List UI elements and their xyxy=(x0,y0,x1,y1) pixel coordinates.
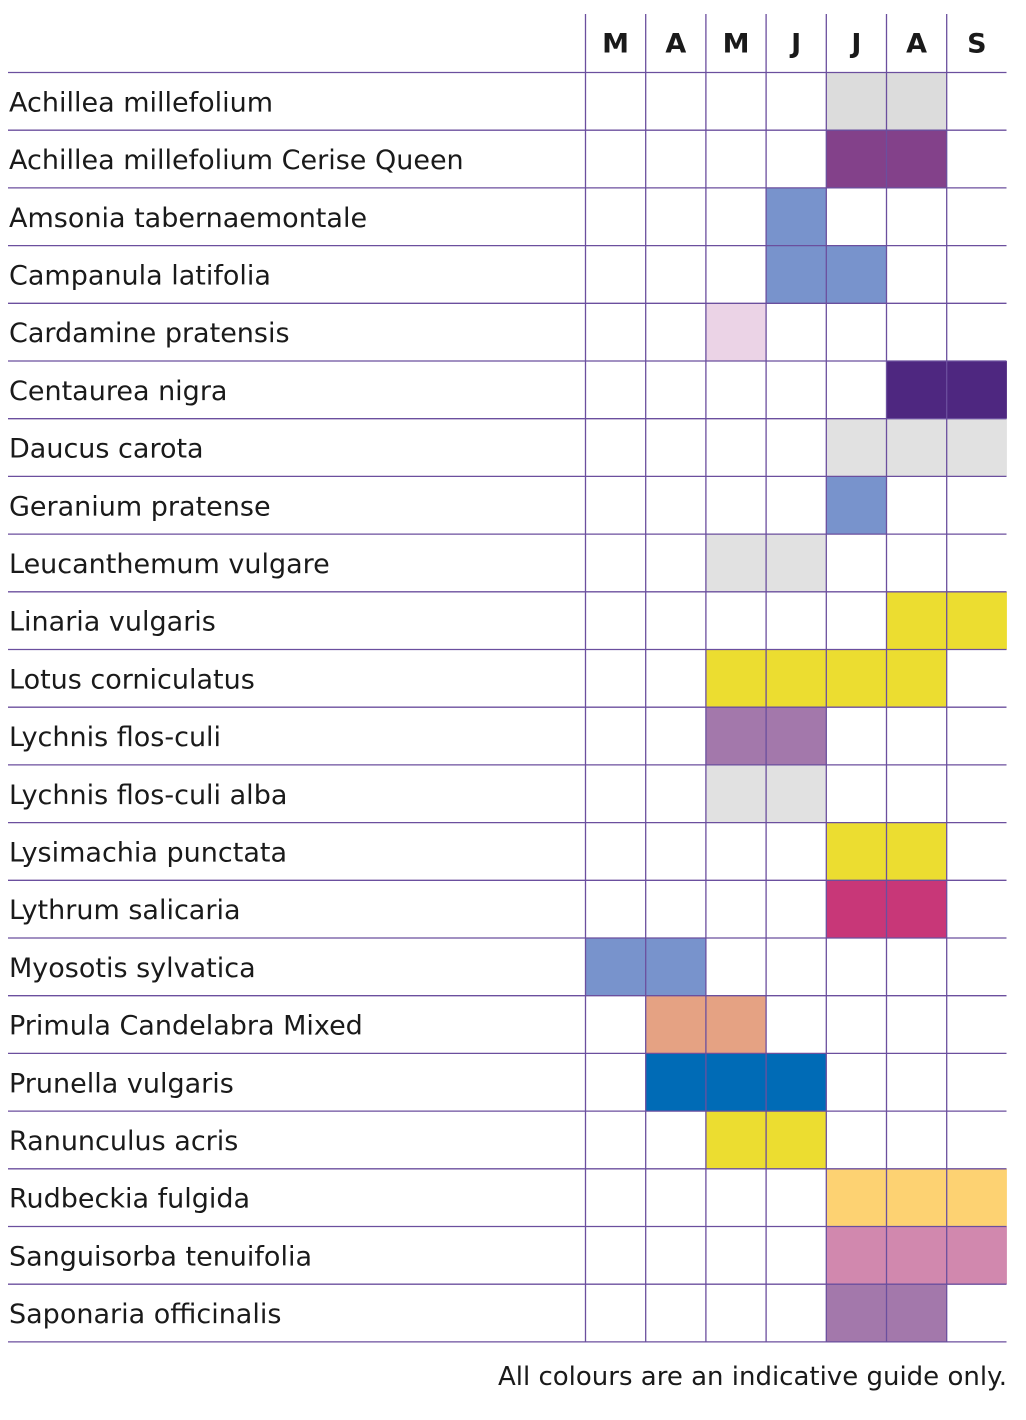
bloom-cell xyxy=(586,938,646,996)
bloom-cell xyxy=(887,650,947,708)
bloom-cell xyxy=(887,1284,947,1342)
month-label: A xyxy=(665,28,687,60)
bloom-cell xyxy=(826,1169,886,1227)
bloom-cell xyxy=(826,880,886,938)
bloom-cell xyxy=(826,650,886,708)
plant-name: Prunella vulgaris xyxy=(9,1068,234,1100)
bloom-cell xyxy=(646,996,706,1054)
bloom-cell xyxy=(766,1053,826,1111)
bloom-cell xyxy=(706,534,766,592)
plant-name: Linaria vulgaris xyxy=(9,606,216,638)
plant-name: Achillea millefolium xyxy=(9,87,274,119)
bloom-cell xyxy=(706,765,766,823)
bloom-cell xyxy=(947,419,1007,477)
bloom-cell xyxy=(826,419,886,477)
bloom-cell xyxy=(706,1053,766,1111)
month-label: J xyxy=(791,28,802,60)
bloom-cell xyxy=(826,823,886,881)
bloom-cell xyxy=(766,534,826,592)
bloom-cell xyxy=(887,1169,947,1227)
bloom-cell xyxy=(887,73,947,131)
bloom-cell xyxy=(826,246,886,304)
month-header xyxy=(602,29,986,60)
bloom-cell xyxy=(887,880,947,938)
bloom-cell xyxy=(947,361,1007,419)
bloom-cell xyxy=(826,1227,886,1285)
row-labels xyxy=(9,87,464,1330)
plant-name: Centaurea nigra xyxy=(9,375,228,407)
bloom-cell xyxy=(706,707,766,765)
bloom-cell xyxy=(706,996,766,1054)
bloom-cell xyxy=(947,592,1007,650)
bloom-cell xyxy=(766,246,826,304)
plant-name: Achillea millefolium Cerise Queen xyxy=(9,145,464,177)
bloom-cell xyxy=(887,1227,947,1285)
bloom-cell xyxy=(826,1284,886,1342)
month-label: M xyxy=(722,28,750,60)
month-label: M xyxy=(602,28,630,60)
bloom-cell xyxy=(766,1111,826,1169)
bloom-cell xyxy=(826,73,886,131)
bloom-cell xyxy=(947,1169,1007,1227)
bloom-cell xyxy=(887,130,947,188)
bloom-cell xyxy=(706,303,766,361)
plant-name: Lythrum salicaria xyxy=(9,895,241,927)
plant-name: Leucanthemum vulgare xyxy=(9,548,330,580)
bloom-cell xyxy=(646,938,706,996)
bloom-cell xyxy=(887,823,947,881)
plant-name: Sanguisorba tenuifolia xyxy=(9,1241,312,1273)
bloom-cell xyxy=(766,707,826,765)
plant-name: Lotus corniculatus xyxy=(9,664,255,696)
plant-name: Cardamine pratensis xyxy=(9,318,290,350)
plant-name: Amsonia tabernaemontale xyxy=(9,202,368,234)
plant-name: Rudbeckia fulgida xyxy=(9,1183,251,1215)
bloom-cell xyxy=(887,592,947,650)
plant-name: Geranium pratense xyxy=(9,491,271,523)
bloom-cell xyxy=(826,130,886,188)
plant-name: Primula Candelabra Mixed xyxy=(9,1010,363,1042)
bloom-cell xyxy=(706,650,766,708)
plant-name: Myosotis sylvatica xyxy=(9,952,256,984)
bloom-cell xyxy=(887,361,947,419)
bloom-cell xyxy=(826,476,886,534)
bloom-cell xyxy=(706,1111,766,1169)
bloom-cell xyxy=(766,650,826,708)
plant-name: Lysimachia punctata xyxy=(9,837,288,869)
plant-name: Saponaria officinalis xyxy=(9,1299,282,1331)
month-label: A xyxy=(906,28,928,60)
month-label: S xyxy=(967,28,987,60)
bloom-cell xyxy=(766,765,826,823)
month-label: J xyxy=(851,28,862,60)
bloom-cell xyxy=(766,188,826,246)
plant-name: Campanula latifolia xyxy=(9,260,271,292)
plant-name: Ranunculus acris xyxy=(9,1125,239,1157)
plant-name: Lychnis flos-culi xyxy=(9,722,222,754)
plant-name: Daucus carota xyxy=(9,433,204,465)
bloom-cell xyxy=(947,1227,1007,1285)
bloom-cell xyxy=(646,1053,706,1111)
plant-name: Lychnis flos-culi alba xyxy=(9,779,288,811)
footnote: All colours are an indicative guide only. xyxy=(497,1362,1007,1392)
bloom-cell xyxy=(887,419,947,477)
